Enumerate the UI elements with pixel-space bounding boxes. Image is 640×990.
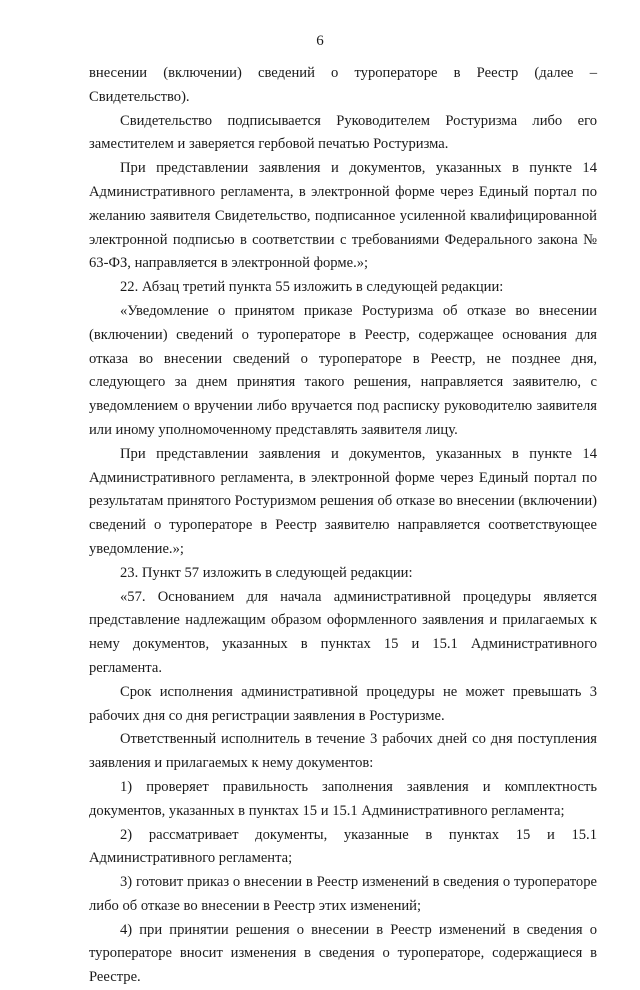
paragraph-9: Срок исполнения административной процедуры не может превышать 3 рабочих дня со дня регистрации заявления в Ростуризме.	[89, 683, 597, 724]
paragraph-4: 22. Абзац третий пункта 55 изложить в следующей редакции:	[120, 279, 504, 296]
paragraph-8: «57. Основанием для начала административной процедуры является представление надлежащим образом оформленного заявления и прилагаемых к нему документов, указанных в пунктах 15 и 15.1 Административного регламента.	[89, 588, 597, 676]
paragraph-3: При представлении заявления и документов, указанных в пункте 14 Административного регламента, в электронной форме через Единый портал по желанию заявителя Свидетельство, подписанное усиленной квалифицированной электронной подписью в соответствии с требованиями Федерального закона № 63-ФЗ, направляется в электронной форме.»;	[89, 160, 597, 272]
paragraph-13: 3) готовит приказ о внесении в Реестр изменений в сведения о туроператоре либо об отказе во внесении в Реестр этих изменений;	[89, 874, 597, 914]
paragraph-2: Свидетельство подписывается Руководителем Ростуризма либо его заместителем и заверяется гербовой печатью Ростуризма.	[89, 112, 597, 153]
paragraph-12: 2) рассматривает документы, указанные в пунктах 15 и 15.1 Административного регламента;	[89, 826, 597, 867]
document-body	[89, 62, 597, 990]
paragraph-11: 1) проверяет правильность заполнения заявления и комплектность документов, указанных в пунктах 15 и 15.1 Административного регламента;	[89, 778, 597, 819]
paragraph-14: 4) при принятии решения о внесении в Реестр изменений в сведения о туроператоре вносит изменения в сведения о туроператоре, содержащиеся в Реестре.	[89, 921, 597, 986]
paragraph-5: «Уведомление о принятом приказе Ростуризма об отказе во внесении (включении) сведений о туроператоре в Реестр, содержащее основания для отказа во внесении сведений о туроператоре в Реестр, не позднее дня, следующего за днем принятия такого решения, направляется заявителю, с уведомлением о вручении либо вручается под расписку руководителю заявителя или иному уполномоченному представлять заявителя лицу.	[89, 302, 597, 438]
paragraph-10: Ответственный исполнитель в течение 3 рабочих дней со дня поступления заявления и прилагаемых к нему документов:	[89, 731, 597, 772]
paragraph-6: При представлении заявления и документов, указанных в пункте 14 Административного регламента, в электронной форме через Единый портал по результатам принятого Ростуризмом решения об отказе во внесении (включении) сведений о туроператоре в Реестр заявителю направляется соответствующее уведомление.»;	[89, 445, 597, 557]
page-number: 6	[316, 33, 324, 49]
paragraph-1: внесении (включении) сведений о туроператоре в Реестр (далее – Свидетельство).	[89, 65, 597, 105]
paragraph-7: 23. Пункт 57 изложить в следующей редакции:	[120, 564, 413, 581]
